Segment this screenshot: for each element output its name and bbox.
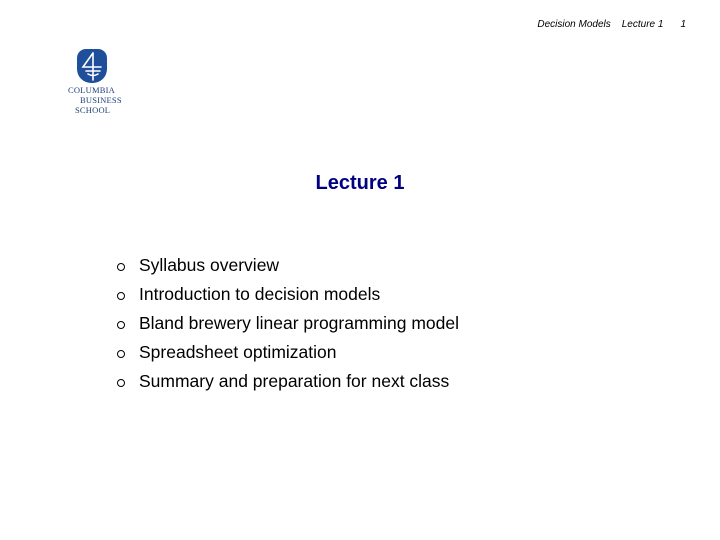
- hollow-circle-bullet-icon: [117, 292, 125, 300]
- list-item: Syllabus overview: [117, 251, 459, 280]
- hollow-circle-bullet-icon: [117, 263, 125, 271]
- list-item: Bland brewery linear programming model: [117, 309, 459, 338]
- list-item: Summary and preparation for next class: [117, 367, 459, 396]
- list-item: Introduction to decision models: [117, 280, 459, 309]
- page-number: 1: [680, 19, 686, 30]
- hollow-circle-bullet-icon: [117, 350, 125, 358]
- slide-title: Lecture 1: [315, 172, 405, 194]
- course-name: Decision Models: [537, 19, 611, 30]
- school-name: COLUMBIA BUSINESS SCHOOL: [68, 85, 122, 115]
- list-item: Spreadsheet optimization: [117, 338, 459, 367]
- columbia-crown-4-icon: [77, 49, 107, 83]
- columbia-business-school-logo: [68, 49, 148, 115]
- bullet-list: [117, 251, 459, 396]
- hollow-circle-bullet-icon: [117, 321, 125, 329]
- hollow-circle-bullet-icon: [117, 379, 125, 387]
- slide-header: [537, 19, 686, 30]
- lecture-label: Lecture 1: [621, 19, 664, 30]
